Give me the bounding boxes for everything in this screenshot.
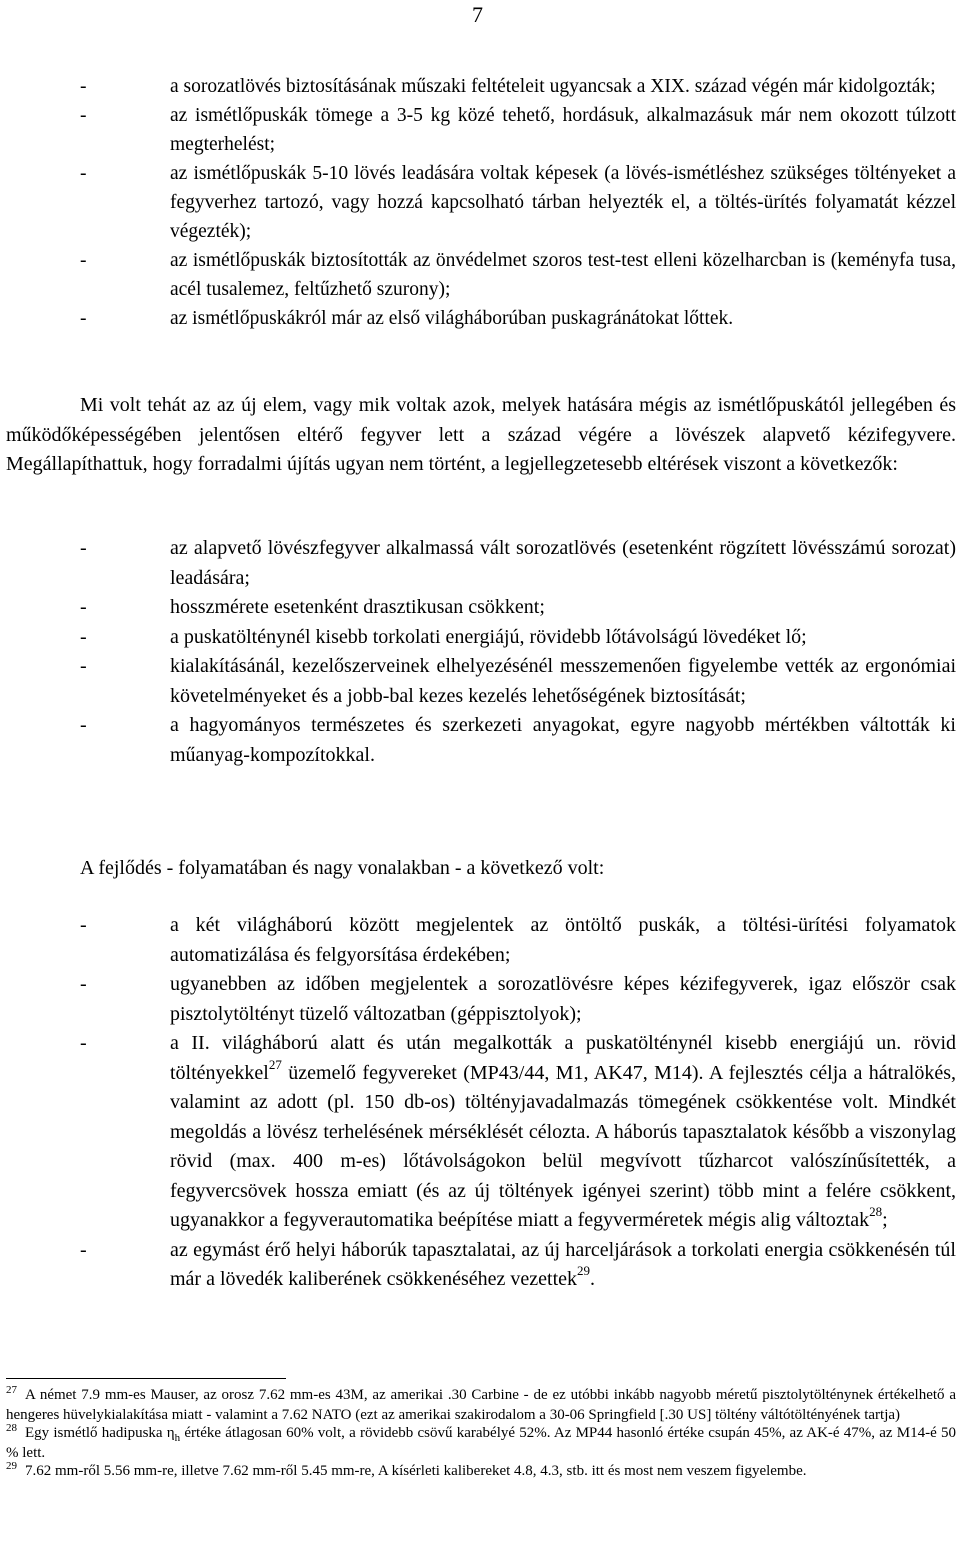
footnote-reference-29[interactable]: 29 <box>577 1263 591 1279</box>
text-segment: ; <box>882 1209 888 1231</box>
footnote-text: értéke átlagosan 60% volt, a rövidebb csövű karabélyé 52%. Az MP44 hasonló értéke csupán 45%, az AK-é 47%, az M14-é 50 % lett. <box>6 1425 956 1461</box>
list-item <box>80 970 956 1029</box>
list-item <box>80 304 956 333</box>
section-intro-paragraph: A fejlődés - folyamatában és nagy vonalakban - a következő volt: <box>80 857 605 879</box>
list-item-text: a két világháború között megjelentek az öntöltő puskák, a töltési-ürítési folyamatok automatizálása és felgyorsítása érdekében; <box>170 914 956 966</box>
text-segment: az egymást érő helyi háborúk tapasztalatai, az új harceljárások a torkolati energia csökkenésén túl már a lövedék kaliberének csökkenéséhez vezettek <box>170 1238 956 1290</box>
footnote-reference-27[interactable]: 27 <box>268 1056 282 1072</box>
list-item-text: ugyanebben az időben megjelentek a sorozatlövésre képes kézifegyverek, igaz először csak pisztolytöltényt tüzelő változatban (géppisztolyok); <box>170 973 956 1025</box>
list-item <box>80 623 956 653</box>
list-item-text: az ismétlőpuskák biztosították az önvédelmet szoros test-test elleni közelharcban is (keményfa tusa, acél tusalemez, feltűzhető szurony); <box>170 250 956 300</box>
dash-marker: - <box>80 625 87 648</box>
list-item-text: kialakításánál, kezelőszerveinek elhelyezésénél messzemenően figyelembe vették az ergonómiai követelményeket és a jobb-bal kezes kezelés lehetőségének biztosítását; <box>170 655 956 707</box>
list-item-text <box>170 1236 956 1295</box>
list-item-text: az ismétlőpuskák 5-10 lövés leadására voltak képesek (a lövés-ismétléshez szükséges töltényeket a fegyverhez tartozó, vagy hozzá kapcsolható tárban helyezték el, a töltés-ürítés folyamatát kézzel végezték); <box>170 163 956 242</box>
list-item <box>80 246 956 304</box>
list-item-text: a puskatölténynél kisebb torkolati energiájú, rövidebb lőtávolságú lövedéket lő; <box>170 625 807 648</box>
dash-marker: - <box>80 76 87 97</box>
footnote-text: Egy ismétlő hadipuska η <box>25 1425 175 1441</box>
page-number: 7 <box>472 2 483 27</box>
list-item-text: az alapvető lövészfegyver alkalmassá vált sorozatlövés (esetenként rögzített lövésszámú sorozat) leadására; <box>170 537 956 589</box>
text-segment: a II. világháború alatt és után megalkották a puskatölténynél kisebb energiájú un. rövid töltényekkel <box>170 1032 956 1084</box>
list-item-text: a sorozatlövés biztosításának műszaki feltételeit ugyancsak a XIX. század végén már kidolgozták; <box>170 76 936 97</box>
bullet-list-rifle-features <box>80 72 956 333</box>
list-item <box>80 101 956 159</box>
dash-marker: - <box>80 973 87 995</box>
dash-marker: - <box>80 105 87 126</box>
footnote-mark: 28 <box>6 1422 17 1434</box>
list-item <box>80 911 956 970</box>
list-item <box>80 1029 956 1236</box>
footnote-mark: 27 <box>6 1384 17 1396</box>
list-item <box>80 534 956 593</box>
footnote-divider <box>6 1378 286 1379</box>
list-item <box>80 1236 956 1295</box>
footnote-27 <box>6 1386 956 1424</box>
text-segment: üzemelő fegyvereket (MP43/44, M1, AK47, M14). A fejlesztés célja a hátralökés, valamint az adott (pl. 150 db-os) töltényjavadalmazás tömegének csökkentése volt. Mindkét megoldás a lövész terhelésének mérséklését célozta. A háborús tapasztalatok később a viszonylag rövid (max. 400 m-es) lőtávolságokon belül megvívott tűzharcot valószínűsítették, a fegyvercsövek hossza emiatt (és az új töltények igényei szerint) több mint a felére csökkent, ugyanakkor a fegyverautomatika beépítése miatt a fegyverméretek mégis alig változtak <box>170 1061 956 1231</box>
footnote-text: 7.62 mm-ről 5.56 mm-re, illetve 7.62 mm-ről 5.45 mm-re, A kísérleti kalibereket 4.8, 4.3, stb. itt és most nem veszem figyelembe. <box>25 1463 807 1479</box>
list-item-text: az ismétlőpuskák tömege a 3-5 kg közé tehető, hordásuk, alkalmazásuk már nem okozott túlzott megterhelést; <box>170 105 956 155</box>
dash-marker: - <box>80 655 87 677</box>
list-item <box>80 652 956 711</box>
bullet-list-differences <box>80 534 956 770</box>
bullet-list-development <box>80 911 956 1295</box>
footnote-mark: 29 <box>6 1460 17 1472</box>
footnote-29 <box>6 1462 956 1482</box>
list-item <box>80 72 956 101</box>
dash-marker: - <box>80 596 87 618</box>
footnote-28 <box>6 1424 956 1462</box>
dash-marker: - <box>80 163 87 184</box>
body-paragraph: Mi volt tehát az az új elem, vagy mik voltak azok, melyek hatására mégis az ismétlőpuskától jellegében és működőképességében jelentősen eltérő fegyver lett a század végére a lövészek alapvető kézifegyvere. Megállapíthattuk, hogy forradalmi újítás ugyan nem történt, a legjellegzetesebb eltérések viszont a következők: <box>6 394 956 475</box>
dash-marker: - <box>80 914 87 936</box>
footnotes <box>6 1386 956 1482</box>
list-item-text: az ismétlőpuskákról már az első világháborúban puskagránátokat lőttek. <box>170 308 734 329</box>
subscript: h <box>174 1432 181 1444</box>
dash-marker: - <box>80 537 87 559</box>
text-segment: . <box>590 1268 596 1290</box>
list-item-text <box>170 1029 956 1236</box>
list-item <box>80 593 956 623</box>
footnote-text: A német 7.9 mm-es Mauser, az orosz 7.62 mm-es 43M, az amerikai .30 Carbine - de ez utóbbi inkább nagyobb méretű pisztolytölténynek értékelhető a hengeres hüvelykialakítása miatt - valamint a 7.62 NATO (ezt az amerikai szakirodalom a 30-06 Springfield [.30 US] töltény váltótöltényének tartja) <box>6 1387 956 1423</box>
dash-marker: - <box>80 714 87 736</box>
list-item-text: a hagyományos természetes és szerkezeti anyagokat, egyre nagyobb mértékben váltották ki műanyag-kompozítokkal. <box>170 714 956 766</box>
dash-marker: - <box>80 1238 87 1261</box>
list-item <box>80 159 956 246</box>
dash-marker: - <box>80 250 87 271</box>
dash-marker: - <box>80 1032 87 1054</box>
dash-marker: - <box>80 308 87 329</box>
list-item-text: hosszmérete esetenként drasztikusan csökkent; <box>170 596 545 618</box>
list-item <box>80 711 956 770</box>
footnote-reference-28[interactable]: 28 <box>869 1204 883 1220</box>
